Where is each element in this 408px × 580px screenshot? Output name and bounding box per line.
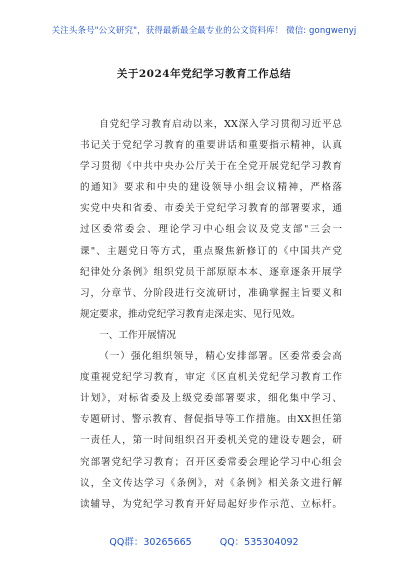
paragraph-line: 究部署党纪学习教育；召开区委常委会理论学习中心组会 [80, 456, 342, 468]
qq-number: QQ：535304092 [219, 537, 299, 548]
paragraph-line: 实党中央和省委、市委关于党纪学习教育的部署要求，通 [80, 203, 342, 215]
paragraph-line: 计划》，对标省委及上级党委部署要求，细化集中学习、 [80, 393, 342, 405]
paragraph-line: 自党纪学习教育启动以来，XX深入学习贯彻习近平总 [99, 119, 342, 130]
paragraph-line: 的通知》要求和中央的建设领导小组会议精神，严格落 [80, 182, 342, 194]
paragraph-line: 课"、主题党日等方式，重点聚焦新修订的《中国共产党 [80, 245, 342, 257]
paragraph-line: 一责任人，第一时间组织召开委机关党的建设专题会，研 [80, 435, 342, 447]
promo-banner: 关注头条号"公文研究"，获得最新最全最专业的公文资料库！ 微信: gongwenyj [51, 26, 357, 36]
paragraph-line: 规定要求，推动党纪学习教育走深走实、见行见效。 [80, 308, 301, 320]
paragraph-line: 度重视党纪学习教育，审定《区直机关党纪学习教育工作 [80, 372, 342, 384]
paragraph-line: 过区委常委会、理论学习中心组会议及党支部"三会一 [80, 224, 342, 236]
paragraph-line: 纪律处分条例》组织党员干部原原本本、逐章逐条开展学 [80, 266, 342, 278]
paragraph-line: 学习贯彻《中共中央办公厅关于在全党开展党纪学习教育 [80, 161, 342, 173]
qq-group-number: QQ群：30265665 [109, 537, 192, 548]
footer-contact [0, 534, 408, 548]
paragraph-line: 读辅导，为党纪学习教育开好局起好步作示范、立标杆。 [80, 498, 342, 510]
section-heading: 一、工作开展情况 [99, 329, 176, 341]
paragraph-line: 习，分章节、分阶段进行交流研讨，准确掌握主旨要义和 [80, 287, 342, 299]
paragraph-line: 议，全文传达学习《条例》，对《条例》相关条文进行解 [80, 477, 342, 489]
paragraph-line: 专题研讨、警示教育、督促指导等工作措施。由XX担任第 [80, 414, 342, 426]
paragraph-line: 书记关于党纪学习教育的重要讲话和重要指示精神，认真 [80, 140, 342, 152]
paragraph-line: （一）强化组织领导，精心安排部署。区委常委会高 [99, 351, 342, 363]
page-title: 关于2024年党纪学习教育工作总结 [116, 68, 292, 80]
document-body [80, 114, 342, 515]
